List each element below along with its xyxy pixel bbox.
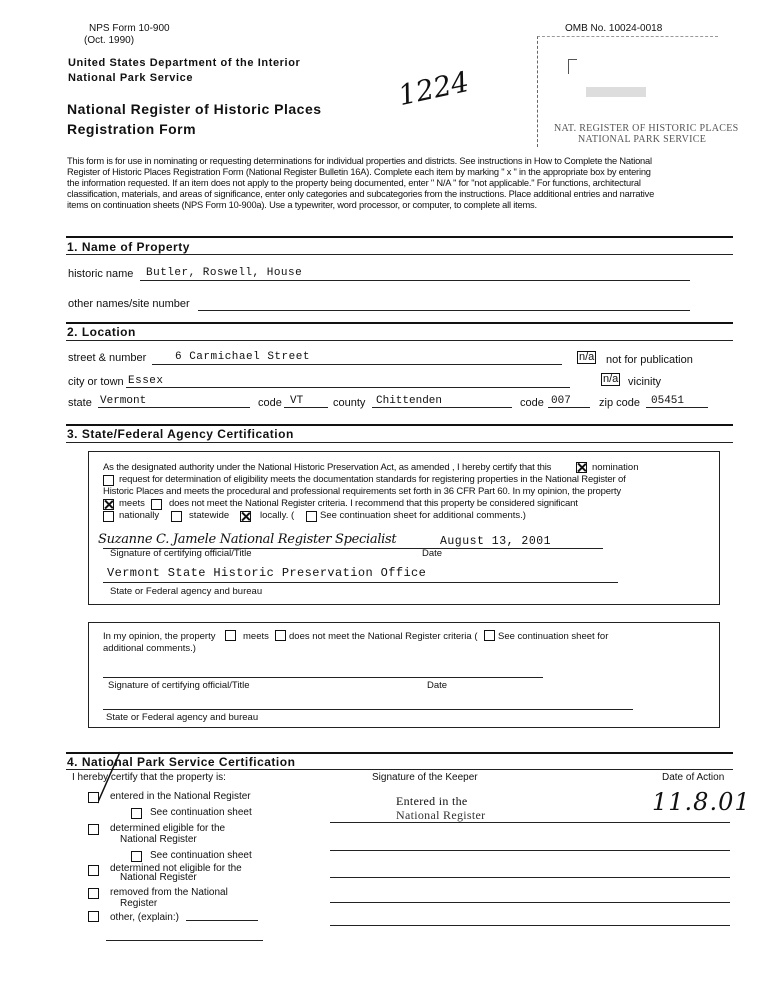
nomination-checkbox[interactable] — [576, 462, 587, 473]
field-underline — [106, 940, 263, 941]
option-not-eligible-2: National Register — [120, 872, 197, 883]
instructions-line: This form is for use in nominating or requesting determinations for individual properties and districts. See instructions in How to Complete the National — [67, 156, 652, 166]
nationally-label: nationally — [119, 510, 160, 521]
field-underline — [140, 280, 690, 281]
meets-checkbox[interactable] — [103, 499, 114, 510]
instructions-line: Register of Historic Places Registration Form (National Register Bulletin 16A). Complete each item by marking " x " in the appropriate box by entering — [67, 167, 651, 177]
cert-line-2: request for determination of eligibility meets the documentation standards for registering properties in the National Register of — [119, 474, 626, 485]
opinion-see-continuation-label: See continuation sheet for — [498, 631, 609, 642]
state-value[interactable]: Vermont — [100, 395, 147, 407]
field-underline — [284, 407, 328, 408]
certify-label: I hereby certify that the property is: — [72, 772, 226, 783]
date-label: Date — [422, 548, 443, 559]
not-eligible-checkbox[interactable] — [88, 865, 99, 876]
action-date-label: Date of Action — [662, 772, 725, 783]
nomination-label: nomination — [592, 462, 639, 473]
does-not-meet-label: does not meet the National Register criteria. I recommend that this property be considered significant — [169, 498, 578, 509]
divider — [66, 752, 733, 754]
keeper-line — [330, 822, 730, 823]
statewide-label: statewide — [189, 510, 230, 521]
service: National Park Service — [68, 72, 194, 84]
form-date: (Oct. 1990) — [84, 35, 135, 46]
locally-label: locally. ( — [260, 510, 295, 521]
divider — [66, 340, 733, 341]
cert-line-3: Historic Places and meets the procedural and professional requirements set forth in 36 CFR Part 60. In my opinion, the property — [103, 486, 621, 497]
vicinity-label: vicinity — [628, 376, 662, 388]
option-see-continuation: See continuation sheet — [150, 850, 252, 861]
agency2-label: State or Federal agency and bureau — [106, 712, 259, 723]
field-underline — [152, 364, 562, 365]
section2-heading: 2. Location — [67, 325, 136, 339]
instructions-line: items on continuation sheets (NPS Form 10-900a). Use a typewriter, word processor, or computer, to complete all items. — [67, 200, 537, 210]
keeper-line — [330, 902, 730, 903]
cert-line-1: As the designated authority under the National Historic Preservation Act, as amended , I hereby certify that this — [103, 462, 552, 473]
nationally-checkbox[interactable] — [103, 511, 114, 522]
divider — [66, 322, 733, 324]
entered-stamp-line-1: Entered in the — [396, 794, 468, 808]
field-underline — [548, 407, 590, 408]
option-removed-2: Register — [120, 898, 158, 909]
signature-label: Signature of certifying official/Title — [110, 548, 252, 559]
other-checkbox[interactable] — [88, 911, 99, 922]
divider — [66, 769, 733, 770]
omb-number: OMB No. 10024-0018 — [565, 23, 663, 34]
opinion-see-continuation-checkbox[interactable] — [484, 630, 495, 641]
divider — [66, 236, 733, 238]
option-other: other, (explain:) — [110, 912, 179, 923]
city-label: city or town — [68, 376, 124, 388]
field-underline — [646, 407, 708, 408]
form-subtitle: Registration Form — [67, 121, 197, 137]
option-entered: entered in the National Register — [110, 791, 251, 802]
date2-label: Date — [427, 680, 448, 691]
signature-line — [103, 677, 543, 678]
divider — [66, 424, 733, 426]
state-code-value[interactable]: VT — [290, 395, 304, 407]
received-stamp — [537, 36, 739, 147]
county-code-value[interactable]: 007 — [551, 395, 571, 407]
other-names-label: other names/site number — [68, 298, 190, 310]
keeper-line — [330, 877, 730, 878]
zip-label: zip code — [599, 397, 640, 409]
field-underline — [103, 582, 618, 583]
field-underline — [103, 709, 633, 710]
county-label: county — [333, 397, 366, 409]
opinion-does-not-meet-checkbox[interactable] — [275, 630, 286, 641]
statewide-checkbox[interactable] — [171, 511, 182, 522]
keeper-label: Signature of the Keeper — [372, 772, 478, 783]
meets-label: meets — [119, 498, 145, 509]
form-title: National Register of Historic Places — [67, 101, 322, 117]
instructions — [67, 156, 654, 211]
historic-name-value[interactable]: Butler, Roswell, House — [146, 267, 303, 279]
see-continuation-checkbox[interactable] — [131, 808, 142, 819]
keeper-line — [330, 925, 730, 926]
removed-checkbox[interactable] — [88, 888, 99, 899]
not-for-publication-value[interactable]: n/a — [579, 351, 595, 363]
county-code-label: code — [520, 397, 544, 409]
option-see-continuation: See continuation sheet — [150, 807, 252, 818]
street-value[interactable]: 6 Carmichael Street — [175, 351, 310, 363]
divider — [66, 442, 733, 443]
city-value[interactable]: Essex — [128, 375, 164, 387]
instructions-line: classification, materials, and areas of significance, enter only categories and subcategories from the instructions. Place additional entries and narrative — [67, 189, 655, 199]
keeper-line — [330, 850, 730, 851]
county-value[interactable]: Chittenden — [376, 395, 443, 407]
see-continuation-checkbox[interactable] — [306, 511, 317, 522]
see-continuation-checkbox[interactable] — [131, 851, 142, 862]
field-underline — [198, 310, 690, 311]
instructions-line: the information requested. If an item does not apply to the property being documented, enter " N/A " for "not applicable." For functions, architectural — [67, 178, 641, 188]
option-removed: removed from the National — [110, 887, 228, 898]
locally-checkbox[interactable] — [240, 511, 251, 522]
state-label: state — [68, 397, 92, 409]
section3-heading: 3. State/Federal Agency Certification — [67, 427, 294, 441]
entered-stamp-line-2: National Register — [396, 808, 486, 822]
entered-checkbox[interactable] — [88, 792, 99, 803]
field-underline — [186, 920, 258, 921]
zip-value[interactable]: 05451 — [651, 395, 685, 407]
field-underline — [372, 407, 512, 408]
street-label: street & number — [68, 352, 147, 364]
vicinity-value[interactable]: n/a — [603, 373, 619, 385]
field-underline — [98, 407, 250, 408]
handwritten-number: 1224 — [395, 64, 472, 113]
divider — [66, 254, 733, 255]
option-not-eligible: determined not eligible for the — [110, 863, 242, 874]
state-code-label: code — [258, 397, 282, 409]
opinion-text-2: additional comments.) — [103, 643, 196, 654]
agency-value[interactable]: Vermont State Historic Preservation Office — [107, 566, 427, 580]
section1-heading: 1. Name of Property — [67, 240, 190, 254]
signature2-label: Signature of certifying official/Title — [108, 680, 250, 691]
determined-eligible-checkbox[interactable] — [88, 824, 99, 835]
option-determined-eligible: determined eligible for the — [110, 823, 226, 834]
agency-label: State or Federal agency and bureau — [110, 586, 263, 597]
not-for-publication-label: not for publication — [606, 354, 693, 366]
official-signature: Suzanne C. Jamele National Register Specialist — [98, 532, 397, 547]
see-continuation-label: See continuation sheet for additional comments.) — [320, 510, 526, 521]
opinion-text: In my opinion, the property — [103, 631, 216, 642]
form-number: NPS Form 10-900 — [89, 23, 170, 34]
request-determination-checkbox[interactable] — [103, 475, 114, 486]
historic-name-label: historic name — [68, 268, 134, 280]
opinion-meets-label: meets — [243, 631, 269, 642]
does-not-meet-checkbox[interactable] — [151, 499, 162, 510]
section4-heading: 4. National Park Service Certification — [67, 755, 296, 769]
action-date-value: 11.8.01 — [652, 788, 751, 816]
stamp-line-2: NATIONAL PARK SERVICE — [578, 134, 707, 145]
stamp-line-1: NAT. REGISTER OF HISTORIC PLACES — [554, 123, 739, 134]
signature-date: August 13, 2001 — [440, 535, 552, 548]
department: United States Department of the Interior — [68, 57, 301, 69]
option-determined-eligible-2: National Register — [120, 834, 197, 845]
field-underline — [126, 387, 570, 388]
opinion-meets-checkbox[interactable] — [225, 630, 236, 641]
opinion-does-not-meet-label: does not meet the National Register criteria ( — [289, 631, 478, 642]
